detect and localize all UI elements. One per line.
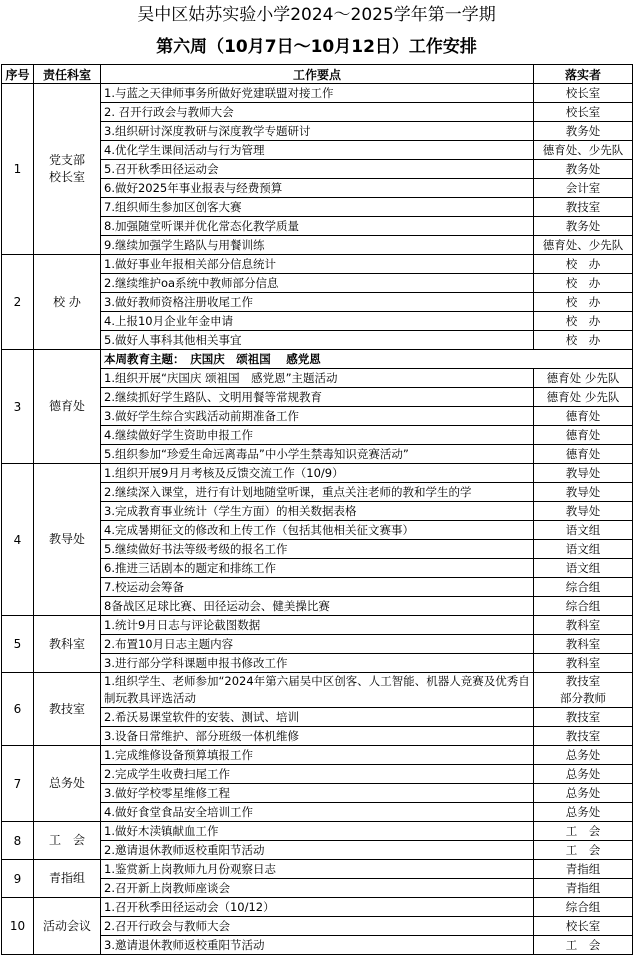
schedule-body <box>2 84 633 955</box>
owner-cell: 教导处 <box>534 464 633 483</box>
group-number: 2 <box>2 255 34 350</box>
owner-cell: 青指组 <box>534 860 633 879</box>
owner-cell: 校长室 <box>534 917 633 936</box>
group-department: 总务处 <box>34 746 101 822</box>
task-cell: 8备战区足球比赛、田径运动会、健美操比赛 <box>101 597 534 616</box>
table-row <box>2 822 633 841</box>
theme-row <box>2 350 633 369</box>
owner-cell: 校长室 <box>534 103 633 122</box>
task-cell: 5.做好人事科其他相关事宜 <box>101 331 534 350</box>
owner-cell: 会计室 <box>534 179 633 198</box>
owner-cell: 语文组 <box>534 540 633 559</box>
owner-cell: 教务处 <box>534 122 633 141</box>
task-cell: 5.组织参加“珍爱生命远离毒品”中小学生禁毒知识竞赛活动” <box>101 445 534 464</box>
task-cell: 5.继续做好书法等级考级的报名工作 <box>101 540 534 559</box>
task-cell: 4.优化学生课间活动与行为管理 <box>101 141 534 160</box>
owner-cell: 德育处 <box>534 445 633 464</box>
owner-cell: 总务处 <box>534 765 633 784</box>
table-row <box>2 673 633 708</box>
task-cell: 1.组织开展9月月考核及反馈交流工作（10/9） <box>101 464 534 483</box>
task-cell: 1.鉴赏新上岗教师九月份观察日志 <box>101 860 534 879</box>
owner-cell: 综合组 <box>534 597 633 616</box>
owner-cell: 校 办 <box>534 293 633 312</box>
owner-cell: 总务处 <box>534 746 633 765</box>
group-number: 4 <box>2 464 34 616</box>
schedule-table <box>1 64 633 955</box>
task-cell: 1.做好事业年报相关部分信息统计 <box>101 255 534 274</box>
owner-cell: 德育处 <box>534 407 633 426</box>
owner-cell: 青指组 <box>534 879 633 898</box>
owner-cell: 综合组 <box>534 578 633 597</box>
task-cell: 1.组织学生、老师参加“2024年第六届吴中区创客、人工智能、机器人竞赛及优秀自制玩教具评选活动 <box>101 673 534 708</box>
owner-cell: 总务处 <box>534 784 633 803</box>
group-department: 校 办 <box>34 255 101 350</box>
owner-cell: 总务处 <box>534 803 633 822</box>
task-cell: 3.做好学校零星维修工程 <box>101 784 534 803</box>
owner-cell: 教技室 部分教师 <box>534 673 633 708</box>
task-cell: 2.布置10月日志主题内容 <box>101 635 534 654</box>
task-cell: 9.继续加强学生路队与用餐训练 <box>101 236 534 255</box>
owner-cell: 工 会 <box>534 841 633 860</box>
owner-cell: 教技室 <box>534 727 633 746</box>
group-number: 5 <box>2 616 34 673</box>
owner-cell: 教科室 <box>534 616 633 635</box>
owner-cell: 德育处、少先队 <box>534 141 633 160</box>
owner-cell: 德育处 <box>534 426 633 445</box>
group-department: 工 会 <box>34 822 101 860</box>
task-cell: 4.上报10月企业年金申请 <box>101 312 534 331</box>
task-cell: 8.加强随堂听课并优化常态化教学质量 <box>101 217 534 236</box>
task-cell: 7.校运动会筹备 <box>101 578 534 597</box>
table-row <box>2 898 633 917</box>
owner-cell: 校 办 <box>534 331 633 350</box>
table-row <box>2 746 633 765</box>
week-title: 第六周（10月7日～10月12日）工作安排 <box>156 37 477 57</box>
group-department: 活动会议 <box>34 898 101 955</box>
task-cell: 1.完成维修设备预算填报工作 <box>101 746 534 765</box>
task-cell: 1.组织开展“庆国庆 颂祖国 感党恩”主题活动 <box>101 369 534 388</box>
table-row <box>2 255 633 274</box>
owner-cell: 工 会 <box>534 822 633 841</box>
owner-cell: 综合组 <box>534 898 633 917</box>
header-row <box>2 65 633 84</box>
owner-cell: 德育处 少先队 <box>534 369 633 388</box>
task-cell: 2.召开新上岗教师座谈会 <box>101 879 534 898</box>
owner-cell: 教务处 <box>534 160 633 179</box>
task-cell: 3.做好教师资格注册收尾工作 <box>101 293 534 312</box>
task-cell: 2.继续抓好学生路队、文明用餐等常规教育 <box>101 388 534 407</box>
task-cell: 2.希沃易课堂软件的安装、测试、培训 <box>101 708 534 727</box>
owner-cell: 教科室 <box>534 654 633 673</box>
owner-cell: 校 办 <box>534 274 633 293</box>
table-row <box>2 616 633 635</box>
table-row <box>2 84 633 103</box>
group-number: 1 <box>2 84 34 255</box>
group-department: 青指组 <box>34 860 101 898</box>
task-cell: 2.召开行政会与教师大会 <box>101 917 534 936</box>
table-row <box>2 860 633 879</box>
task-cell: 3.做好学生综合实践活动前期准备工作 <box>101 407 534 426</box>
group-number: 3 <box>2 350 34 464</box>
task-cell: 3.设备日常维护、部分班级一体机维修 <box>101 727 534 746</box>
group-number: 8 <box>2 822 34 860</box>
column-header-department: 责任科室 <box>34 65 101 84</box>
task-cell: 2.邀请退休教师返校重阳节活动 <box>101 841 534 860</box>
task-cell: 5.召开秋季田径运动会 <box>101 160 534 179</box>
group-department: 教科室 <box>34 616 101 673</box>
task-cell: 1.统计9月日志与评论截图数据 <box>101 616 534 635</box>
education-theme: 本周教育主题： 庆国庆 颂祖国 感党恩 <box>101 350 633 369</box>
group-number: 6 <box>2 673 34 746</box>
task-cell: 4.完成暑期征文的修改和上传工作（包括其他相关征文赛事） <box>101 521 534 540</box>
task-cell: 7.组织师生参加区创客大赛 <box>101 198 534 217</box>
task-cell: 3.进行部分学科课题申报书修改工作 <box>101 654 534 673</box>
table-row <box>2 464 633 483</box>
owner-cell: 教技室 <box>534 198 633 217</box>
task-cell: 1.做好木渎镇献血工作 <box>101 822 534 841</box>
owner-cell: 语文组 <box>534 559 633 578</box>
column-header-owner: 落实者 <box>534 65 633 84</box>
task-cell: 6.做好2025年事业报表与经费预算 <box>101 179 534 198</box>
group-number: 9 <box>2 860 34 898</box>
group-department: 教技室 <box>34 673 101 746</box>
task-cell: 3.邀请退休教师返校重阳节活动 <box>101 936 534 955</box>
owner-cell: 教科室 <box>534 635 633 654</box>
owner-cell: 教导处 <box>534 502 633 521</box>
task-cell: 6.推进三话剧本的题定和排练工作 <box>101 559 534 578</box>
task-cell: 1.召开秋季田径运动会（10/12） <box>101 898 534 917</box>
owner-cell: 教务处 <box>534 217 633 236</box>
group-number: 7 <box>2 746 34 822</box>
task-cell: 4.继续做好学生资助申报工作 <box>101 426 534 445</box>
group-department: 教导处 <box>34 464 101 616</box>
owner-cell: 工 会 <box>534 936 633 955</box>
owner-cell: 校 办 <box>534 312 633 331</box>
owner-cell: 语文组 <box>534 521 633 540</box>
column-header-number: 序号 <box>2 65 34 84</box>
task-cell: 2.继续维护oa系统中教师部分信息 <box>101 274 534 293</box>
owner-cell: 校长室 <box>534 84 633 103</box>
owner-cell: 教导处 <box>534 483 633 502</box>
owner-cell: 德育处、少先队 <box>534 236 633 255</box>
task-cell: 3.组织研讨深度教研与深度教学专题研讨 <box>101 122 534 141</box>
task-cell: 2. 召开行政会与教师大会 <box>101 103 534 122</box>
group-number: 10 <box>2 898 34 955</box>
task-cell: 1.与蓝之天律师事务所做好党建联盟对接工作 <box>101 84 534 103</box>
owner-cell: 校 办 <box>534 255 633 274</box>
owner-cell: 教技室 <box>534 708 633 727</box>
task-cell: 2.完成学生收费扫尾工作 <box>101 765 534 784</box>
owner-cell: 德育处 少先队 <box>534 388 633 407</box>
group-department: 党支部 校长室 <box>34 84 101 255</box>
school-title: 吴中区姑苏实验小学2024～2025学年第一学期 <box>137 5 496 25</box>
column-header-task: 工作要点 <box>101 65 534 84</box>
group-department: 德育处 <box>34 350 101 464</box>
task-cell: 2.继续深入课堂，进行有计划地随堂听课，重点关注老师的教和学生的学 <box>101 483 534 502</box>
task-cell: 4.做好食堂食品安全培训工作 <box>101 803 534 822</box>
task-cell: 3.完成教育事业统计（学生方面）的相关数据表格 <box>101 502 534 521</box>
